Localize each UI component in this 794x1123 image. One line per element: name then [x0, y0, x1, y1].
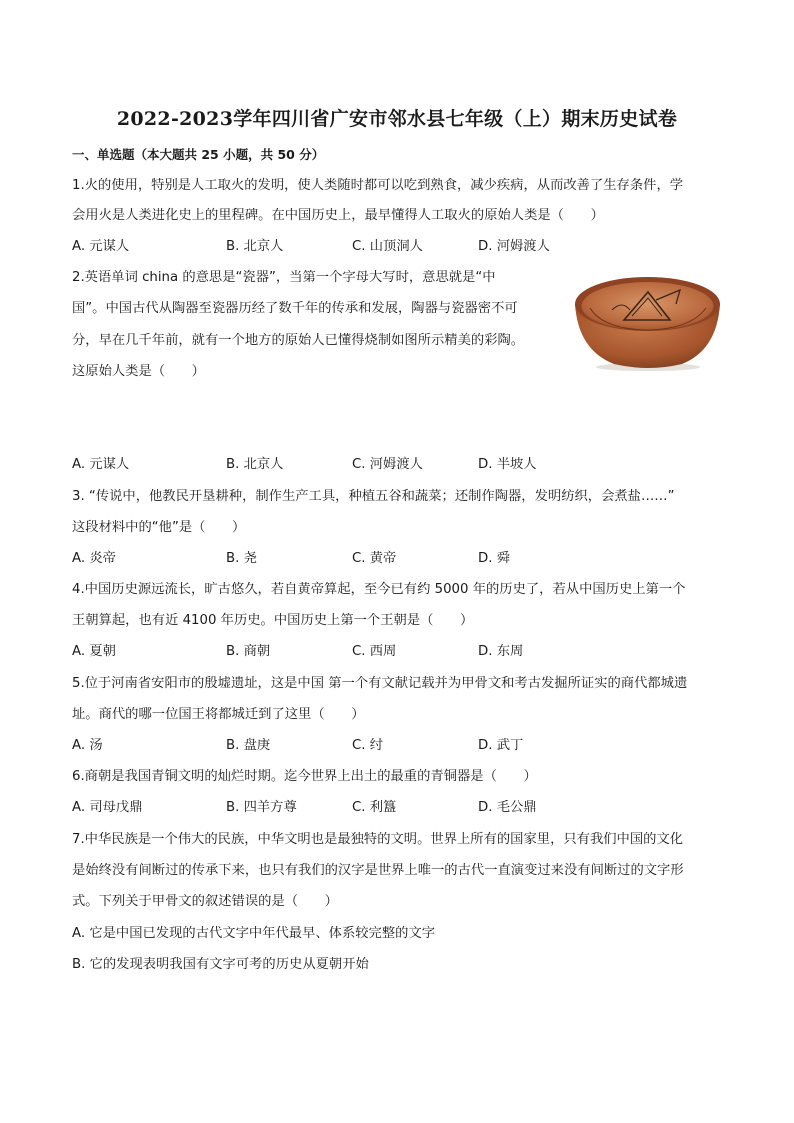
question-1-option-c: C. 山顶洞人: [352, 239, 423, 254]
question-6-option-d: D. 毛公鼎: [478, 800, 537, 815]
question-2-option-d: D. 半坡人: [478, 457, 537, 472]
question-6-option-b: B. 四羊方尊: [226, 800, 297, 815]
question-1-line-2: 会用火是人类进化史上的里程碑。在中国历史上，最早懂得人工取火的原始人类是（ ）: [72, 208, 604, 223]
question-6-line-1: 6.商朝是我国青铜文明的灿烂时期。迄今世界上出土的最重的青铜器是（ ）: [72, 769, 537, 784]
question-7-option-a: A. 它是中国已发现的古代文字中年代最早、体系较完整的文字: [72, 926, 436, 941]
question-2-line-1: 2.英语单词 china 的意思是“瓷器”，当第一个字母大写时，意思就是“中: [72, 270, 496, 285]
question-1-option-b: B. 北京人: [226, 239, 284, 254]
question-6-option-c: C. 利簋: [352, 800, 397, 815]
question-7-option-b: B. 它的发现表明我国有文字可考的历史从夏朝开始: [72, 957, 369, 972]
question-1-line-1: 1.火的使用，特别是人工取火的发明，使人类随时都可以吃到熟食，减少疾病，从而改善了生存条件，学: [72, 178, 684, 193]
question-4-line-1: 4.中国历史源远流长，旷古悠久，若自黄帝算起，至今已有约 5000 年的历史了，若从中国历史上第一个: [72, 582, 686, 597]
question-3-option-c: C. 黄帝: [352, 551, 397, 566]
question-5-option-d: D. 武丁: [478, 738, 524, 753]
question-5-option-b: B. 盘庚: [226, 738, 271, 753]
question-3-option-d: D. 舜: [478, 551, 510, 566]
section-heading: 一、单选题（本大题共 25 小题，共 50 分）: [72, 147, 325, 162]
question-3-option-a: A. 炎帝: [72, 551, 116, 566]
question-5-option-c: C. 纣: [352, 738, 384, 753]
question-2-option-b: B. 北京人: [226, 457, 284, 472]
question-2-line-3: 分，早在几千年前，就有一个地方的原始人已懂得烧制如图所示精美的彩陶。: [72, 333, 525, 348]
question-1-option-a: A. 元谋人: [72, 239, 130, 254]
question-2-option-a: A. 元谋人: [72, 457, 130, 472]
question-4-option-a: A. 夏朝: [72, 644, 116, 659]
question-2-option-c: C. 河姆渡人: [352, 457, 423, 472]
question-4-line-2: 王朝算起，也有近 4100 年历史。中国历史上第一个王朝是（ ）: [72, 613, 474, 628]
question-7-line-3: 式。下列关于甲骨文的叙述错误的是（ ）: [72, 894, 338, 909]
question-5-option-a: A. 汤: [72, 738, 103, 753]
question-4-option-d: D. 东周: [478, 644, 524, 659]
question-3-line-2: 这段材料中的“他”是（ ）: [72, 520, 246, 535]
question-5-line-1: 5.位于河南省安阳市的殷墟遗址，这是中国 第一个有文献记载并为甲骨文和考古发掘所证实的商代都城遗: [72, 676, 688, 691]
painted-pottery-bowl-image: [572, 270, 722, 372]
question-2-line-2: 国”。中国古代从陶器至瓷器历经了数千年的传承和发展，陶器与瓷器密不可: [72, 301, 518, 316]
question-3-option-b: B. 尧: [226, 551, 257, 566]
question-7-line-2: 是始终没有间断过的传承下来，也只有我们的汉字是世界上唯一的古代一直演变过来没有间断过的文字形: [72, 863, 684, 878]
question-6-option-a: A. 司母戊鼎: [72, 800, 143, 815]
question-7-line-1: 7.中华民族是一个伟大的民族，中华文明也是最独特的文明。世界上所有的国家里，只有我们中国的文化: [72, 832, 684, 847]
question-5-line-2: 址。商代的哪一位国王将都城迁到了这里（ ）: [72, 707, 365, 722]
question-3-line-1: 3. “传说中，他教民开垦耕种，制作生产工具，种植五谷和蔬菜；还制作陶器，发明纺织，会煮盐……”: [72, 489, 675, 504]
question-4-option-c: C. 西周: [352, 644, 397, 659]
question-2-line-4: 这原始人类是（ ）: [72, 364, 205, 379]
exam-title: 2022-2023学年四川省广安市邻水县七年级（上）期末历史试卷: [116, 108, 678, 130]
question-4-option-b: B. 商朝: [226, 644, 271, 659]
question-1-option-d: D. 河姆渡人: [478, 239, 550, 254]
